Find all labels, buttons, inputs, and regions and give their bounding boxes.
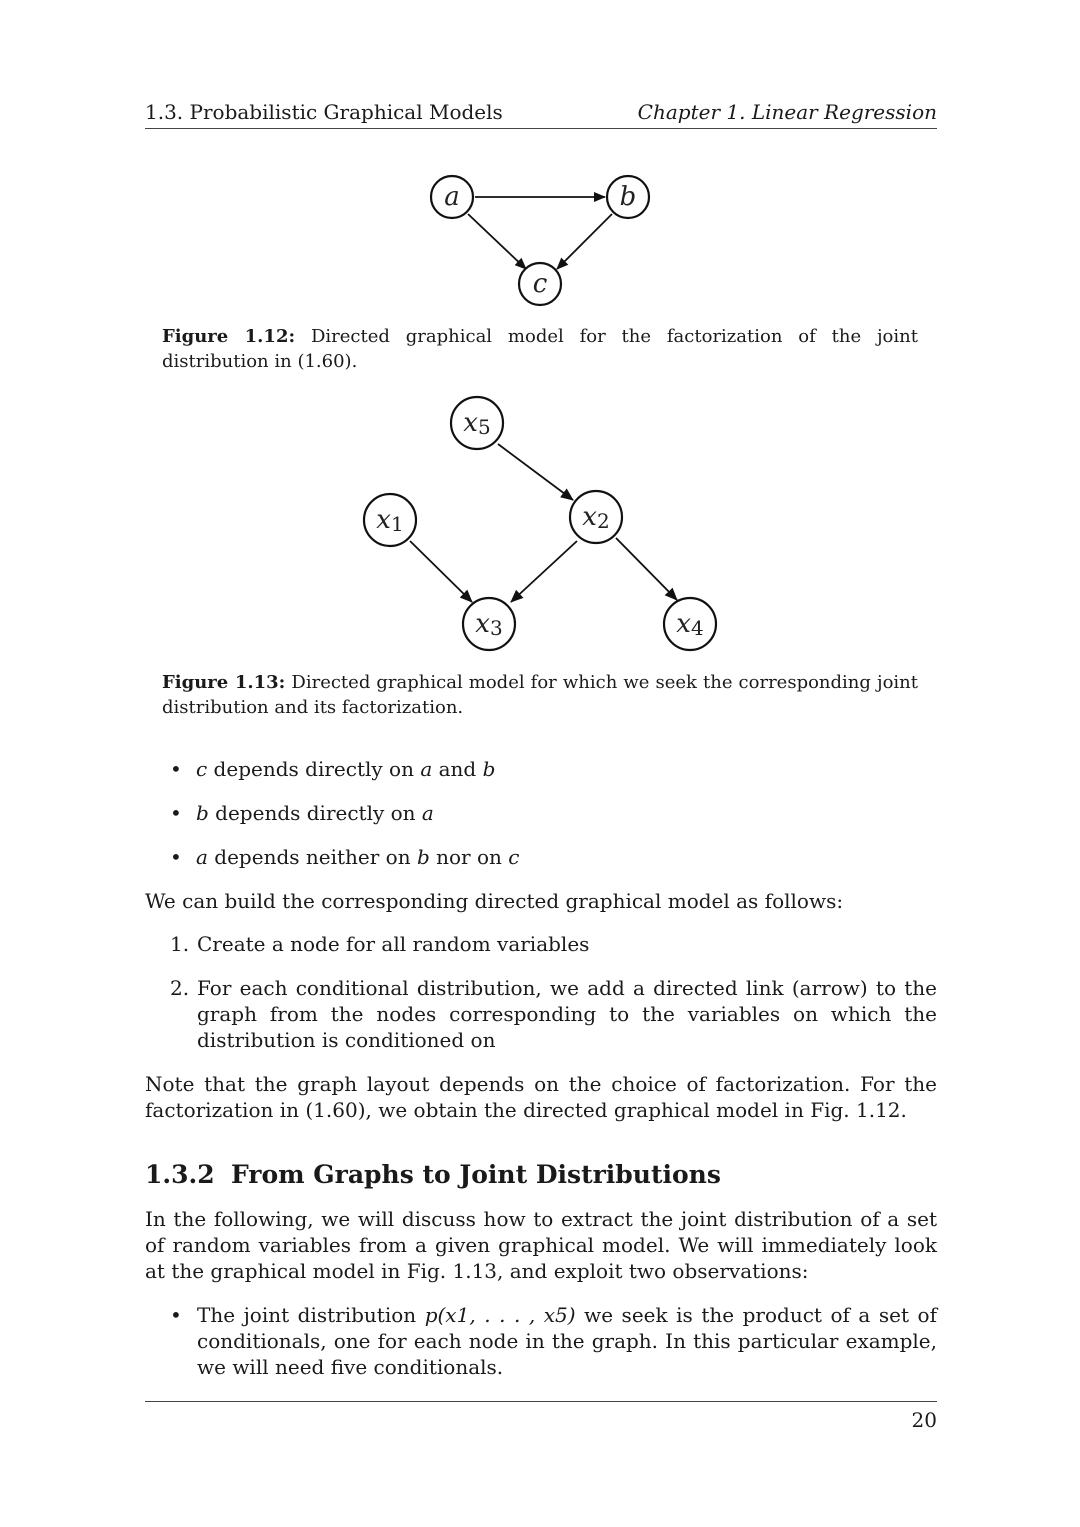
section-heading <box>145 1160 721 1189</box>
step-1 <box>170 931 937 961</box>
bullet-icon: • <box>170 757 182 781</box>
running-header <box>145 100 937 129</box>
figure-1-13-label: Figure 1.13: <box>162 672 286 693</box>
list-item: • The joint distribution p(x1, . . . , x5) we seek is the product of a set of conditionals, one for each node in the graph. In this particular example, we will need five conditionals. <box>170 1303 937 1379</box>
edge-x2-x4 <box>616 538 677 600</box>
edge-b-c <box>557 214 612 269</box>
figure-1-12-graph <box>400 160 680 320</box>
node-x1-label: x1 <box>376 505 404 536</box>
node-x2-label: x2 <box>582 502 610 533</box>
step-text: Create a node for all random variables <box>197 932 590 956</box>
step-text: For each conditional distribution, we add a directed link (arrow) to the graph from the nodes corresponding to the variables on which the distribution is conditioned on <box>197 976 937 1052</box>
figure-1-13-caption-text: Directed graphical model for which we seek the corresponding joint distribution and its factorization. <box>162 672 918 718</box>
bullet-icon: • <box>170 845 182 869</box>
page: 1.3. Probabilistic Graphical Models Chapter 1. Linear Regression a b c Figure 1.12: Directed graphical model for the factorization of the joint distribution in (1.60). x5 x1 x2 x3 x4 Figure 1.13: Directed graphical model for which we seek the corresponding joint distribution and its factorization. • c depends directly on a and b • b depends directly on a • a depends neither on b nor on c We can build the corresponding directed graphical model as follows: 1. Create a node for all random variables 2. For each conditional distribution, we add a directed link (arrow) to the graph from the nodes corresponding to the variables on which the distribution is conditioned on Note that the graph layout depends on the choice of factorization. For the factorization in (1.60), we obtain the directed graphical model in Fig. 1.12. 1.3.2 From Graphs to Joint Distributions In the following, we will discuss how to extract the joint distribution of a set of random variables from a given graphical model. We will immediately look at the graphical model in Fig. 1.13, and exploit two observations: • The joint distribution p(x1, . . . , x5) we seek is the product of a set of conditionals, one for each node in the graph. In this particular example, we will need five conditionals. 20 <box>145 100 937 1432</box>
section-paragraph: In the following, we will discuss how to extract the joint distribution of a set of random variables from a given graphical model. We will immediately look at the graphical model in Fig. 1.13, and exploit two observations: <box>145 1207 937 1283</box>
bullet-icon: • <box>170 801 182 825</box>
joint-distribution-math: p(x1, . . . , x5) <box>424 1303 576 1327</box>
section-number: 1.3.2 <box>145 1160 215 1189</box>
figure-1-12-caption-text: Directed graphical model for the factorization of the joint distribution in (1.60). <box>162 326 918 372</box>
figure-1-12-label: Figure 1.12: <box>162 326 296 347</box>
header-chapter: Chapter 1. Linear Regression <box>637 100 937 124</box>
section-title: From Graphs to Joint Distributions <box>231 1160 721 1189</box>
figure-1-13-caption <box>162 670 918 720</box>
footer-rule <box>145 1401 937 1402</box>
intro-paragraph: We can build the corresponding directed graphical model as follows: <box>145 889 844 913</box>
header-section: 1.3. Probabilistic Graphical Models <box>145 100 503 124</box>
note-paragraph: Note that the graph layout depends on the choice of factorization. For the factorization in (1.60), we obtain the directed graphical model in Fig. 1.12. <box>145 1072 937 1122</box>
node-x3-label: x3 <box>475 609 503 640</box>
node-x5-label: x5 <box>463 408 491 439</box>
bullet-icon: • <box>170 1303 182 1327</box>
page-number: 20 <box>911 1408 937 1432</box>
node-a-label: a <box>444 182 460 212</box>
node-b-label: b <box>619 182 637 212</box>
step-number: 1. <box>170 932 190 956</box>
step-number: 2. <box>170 976 190 1000</box>
edge-x1-x3 <box>410 541 472 602</box>
figure-1-12-caption <box>162 324 918 374</box>
edge-x2-x3 <box>511 541 577 602</box>
figure-1-13-graph <box>350 390 730 660</box>
edge-a-c <box>468 214 526 269</box>
step-2 <box>170 975 937 1055</box>
edge-x5-x2 <box>498 444 573 500</box>
node-c-label: c <box>532 269 548 299</box>
node-x4-label: x4 <box>676 609 704 640</box>
